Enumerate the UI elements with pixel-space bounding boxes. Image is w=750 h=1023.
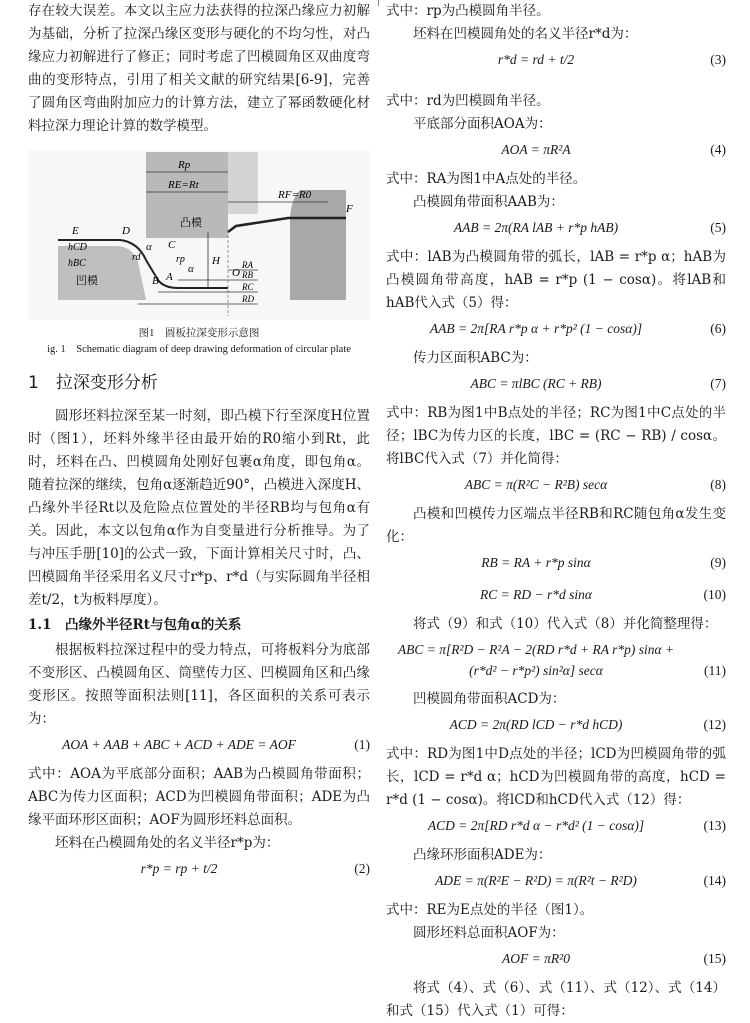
right-line-16: 圆形坯料总面积AOF为： [413,925,565,941]
label-rf: RF=R0 [278,189,312,201]
label-a: A [166,271,173,283]
equation-1-formula: AOA + AAB + ABC + ACD + ADE = AOF [62,737,296,752]
equation-11-line-2: (r*d² − r*p²) sin²α] secα [469,663,603,678]
label-re: RE=Rt [168,179,199,191]
equation-13-number: (13) [703,818,726,833]
label-h: H [212,255,220,267]
equation-11-number: (11) [704,663,726,678]
equation-1-number: (1) [354,737,370,752]
label-alpha-die: α [146,241,152,253]
equation-3-number: (3) [710,52,726,67]
right-line-10: 凸模和凹模传力区端点半径RB和RC随包角α发生变化： [386,506,726,545]
equation-6-number: (6) [710,321,726,336]
equation-7-number: (7) [710,376,726,391]
label-alpha-punch: α [188,263,194,275]
label-rp-small: rp [176,254,185,265]
label-d: D [122,225,130,237]
right-line-1: 式中：rp为凸模圆角半径。 [386,3,550,19]
right-line-12: 凹模圆角带面积ACD为： [413,691,566,707]
label-c: C [168,239,176,251]
right-line-2: 坯料在凹模圆角处的名义半径r*d为： [413,26,638,42]
paragraph-2: 根据板料拉深过程中的受力特点，可将板料分为底部不变形区、凸模圆角区、筒壁传力区、凹模圆角区和凸缘变形区。按照等面积法则[11]，各区面积的关系可表示为： [28,642,370,727]
equation-12-number: (12) [703,717,726,732]
equation-14 [386,867,726,899]
right-line-6: 凸模圆角带面积AAB为： [413,194,564,210]
right-line-11: 将式（9）和式（10）代入式（8）并化简整理得： [413,616,718,632]
equation-5-number: (5) [710,220,726,235]
right-line-15: 式中：RE为E点处的半径（图1）。 [386,902,594,918]
equation-4-number: (4) [710,142,726,157]
equation-10 [386,581,726,613]
equation-2-number: (2) [354,861,370,876]
right-line-9: 式中：RB为图1中B点处的半径；RC为图1中C点处的半径；lBC为传力区的长度，lBC = (RC − RB) / cosα。将lBC代入式（7）并化简得： [386,405,726,467]
right-line-5: 式中：RA为图1中A点处的半径。 [386,171,587,187]
equation-12-formula: ACD = 2π(RD lCD − r*d hCD) [449,717,623,732]
label-e: E [72,225,79,237]
equation-14-formula: ADE = π(R²E − R²D) = π(R²t − R²D) [435,873,637,888]
equation-15 [386,945,726,977]
left-column [28,0,370,899]
label-ra: RA [242,260,253,270]
intro-paragraph: 存在较大误差。本文以主应力法获得的拉深凸缘应力初解为基础，分析了拉深凸缘区变形与硬化的不均匀性，对凸缘应力初解进行了修正；同时考虑了凹模圆角区双曲度弯曲的变形特点，引用了相关文献的研究结果[6-9]，完善了圆角区弯曲附加应力的计算方法，建立了幂函数硬化材料拉深力理论计算的数学模型。 [28,3,370,134]
equation-7-formula: ABC = πlBC (RC + RB) [470,376,602,391]
equation-5-formula: AAB = 2π(RA lAB + r*p hAB) [453,220,619,235]
right-column [386,0,726,1023]
equation-8-formula: ABC = π(R²C − R²B) secα [464,477,608,492]
label-rd: rd [132,252,141,263]
equation-3-formula: r*d = rd + t/2 [497,52,575,67]
deep-drawing-diagram [28,150,370,320]
paragraph-4: 坯料在凸模圆角处的名义半径r*p为： [55,835,280,851]
label-o: O [232,267,240,279]
equation-9-formula: RB = RA + r*p sinα [481,555,591,570]
right-line-14: 凸缘环形面积ADE为： [413,847,552,863]
equation-4 [386,136,726,168]
die-right [290,190,346,300]
label-punch: 凸模 [180,217,202,229]
figure-caption-cn: 图1 圆板拉深变形示意图 [138,328,260,339]
equation-8 [386,471,726,503]
label-b: B [152,275,159,287]
equation-15-number: (15) [703,951,726,966]
equation-5 [386,214,726,246]
equation-10-formula: RC = RD − r*d sinα [480,587,592,602]
section-title: 1 拉深变形分析 [28,373,158,393]
equation-1 [28,731,370,763]
label-rdim: RD [242,294,254,304]
equation-11 [386,636,726,688]
equation-3 [386,46,726,90]
equation-11-line-1: ABC = π[R²D − R²A − 2(RD r*d + RA r*p) sinα + [397,642,675,657]
equation-4-formula: AOA = πR²A [501,142,571,157]
equation-6 [386,315,726,347]
right-line-7: 式中：lAB为凸模圆角带的弧长，lAB = r*p α；hAB为凸模圆角带高度，hAB = r*p (1 − cosα)。将lAB和hAB代入式（5）得： [386,249,726,311]
right-line-3: 式中：rd为凹模圆角半径。 [386,93,550,109]
paragraph-3: 式中：AOA为平底部分面积；AAB为凸模圆角带面积；ABC为传力区面积；ACD为凹模圆角带面积；ADE为凸缘平面环形区面积；AOF为圆形坯料总面积。 [28,766,370,828]
subsection-title: 1.1 凸缘外半径Rt与包角α的关系 [28,617,242,633]
label-rb: RB [242,270,253,280]
equation-14-number: (14) [703,873,726,888]
column-divider-mark [378,0,379,6]
label-hcd: hCD [68,242,87,253]
label-hbc: hBC [68,258,86,269]
equation-13-formula: ACD = 2π[RD r*d α − r*d² (1 − cosα)] [427,818,645,833]
right-line-8: 传力区面积ABC为： [413,350,538,366]
label-die: 凹模 [76,275,98,287]
equation-6-formula: AAB = 2π[RA r*p α + r*p² (1 − cosα)] [429,321,643,336]
right-line-4: 平底部分面积AOA为： [413,116,552,132]
figure-1 [28,150,370,320]
label-rp: Rp [178,159,191,171]
label-f: F [346,203,353,215]
equation-12 [386,711,726,743]
paragraph-1: 圆形坯料拉深至某一时刻，即凸模下行至深度H位置时（图1），坯料外缘半径由最开始的R0缩小到Rt，此时，坯料在凸、凹模圆角处刚好包裹α角度，即包角α。随着拉深的继续，包角α逐渐趋近90°，凸模进入深度H、凸缘外半径Rt以及危险点位置处的半径RB均与包角α有关。因此，本文以包角α作为自变量进行分析推导。为了与冲压手册[10]的公式一致，下面计算相关尺寸时，凸、凹模圆角半径采用名义尺寸r*p、r*d（与实际圆角半径相差t/2，t为板料厚度）。 [28,408,370,608]
equation-9 [386,549,726,581]
equation-8-number: (8) [710,477,726,492]
punch-shadow [228,152,258,214]
equation-13 [386,812,726,844]
equation-7 [386,370,726,402]
label-rc: RC [242,282,254,292]
figure-caption-en: ig. 1 Schematic diagram of deep drawing deformation of circular plate [47,344,351,355]
equation-9-number: (9) [710,555,726,570]
equation-10-number: (10) [703,587,726,602]
equation-15-formula: AOF = πR²0 [502,951,570,966]
right-line-13: 式中：RD为图1中D点处的半径；lCD为凹模圆角带的弧长，lCD = r*d α；hCD为凹模圆角带的高度，hCD = r*d (1 − cosα)。将lCD和hCD代入式（12）得： [386,746,726,808]
right-line-17: 将式（4）、式（6）、式（11）、式（12）、式（14）和式（15）代入式（1）可得： [386,980,726,1019]
equation-2-formula: r*p = rp + t/2 [140,861,218,876]
equation-2 [28,855,370,899]
